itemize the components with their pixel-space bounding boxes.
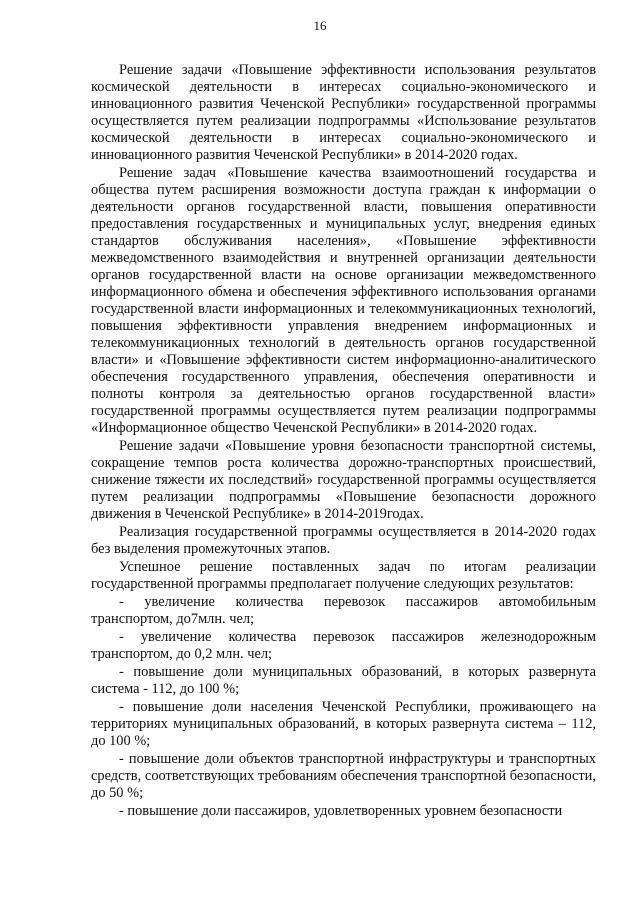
bullet-item: - повышение доли объектов транспортной инфраструктуры и транспортных средств, соответствующих требованиям обеспечения транспортной безопасности, до 50 %;: [91, 751, 596, 801]
page-number: 16: [313, 18, 327, 33]
paragraph: Реализация государственной программы осуществляется в 2014-2020 годах без выделения промежуточных этапов.: [91, 524, 596, 557]
paragraph: Решение задач «Повышение качества взаимоотношений государства и общества путем расширения возможности доступа граждан к информации о деятельности органов государственной власти, повышения оперативности предоставления государственных и муниципальных услуг, внедрения единых стандартов обслуживания населения», «Повышение эффективности межведомственного взаимодействия и внутренней организации деятельности органов государственной власти на основе организации межведомственного информационного обмена и обеспечения эффективного использования органами государственной власти информационных и телекоммуникационных технологий, повышения эффективности управления внедрением информационных и телекоммуникационных технологий в деятельность органов государственной власти» и «Повышение эффективности систем информационно-аналитического обеспечения государственного управления, обеспечения оперативности и полноты контроля за деятельностью органов государственной власти» государственной программы осуществляется путем реализации подпрограммы «Информационное общество Чеченской Республики» в 2014-2020 годах.: [91, 165, 596, 436]
bullet-item: - повышение доли муниципальных образований, в которых развернута система - 112, до 100 %;: [91, 664, 596, 697]
paragraph: Решение задачи «Повышение уровня безопасности транспортной системы, сокращение темпов роста количества дорожно-транспортных происшествий, снижение тяжести их последствий» государственной программы осуществляется путем реализации подпрограммы «Повышение безопасности дорожного движения в Чеченской Республике» в 2014-2019годах.: [91, 438, 596, 522]
paragraph: Успешное решение поставленных задач по итогам реализации государственной программы предполагает получение следующих результатов:: [91, 559, 596, 592]
bullet-item: - повышение доли населения Чеченской Республики, проживающего на территориях муниципальных образований, в которых развернута система – 112, до 100 %;: [91, 699, 596, 749]
bullet-item: - увеличение количества перевозок пассажиров автомобильным транспортом, до7млн. чел;: [91, 594, 596, 627]
document-body: [91, 62, 596, 821]
bullet-item: - повышение доли пассажиров, удовлетворенных уровнем безопасности: [119, 803, 563, 819]
bullet-item: - увеличение количества перевозок пассажиров железнодорожным транспортом, до 0,2 млн. чел;: [91, 629, 596, 662]
paragraph: Решение задачи «Повышение эффективности использования результатов космической деятельности в интересах социально-экономического и инновационного развития Чеченской Республики» государственной программы осуществляется путем реализации подпрограммы «Использование результатов космической деятельности в интересах социально-экономического и инновационного развития Чеченской Республики» в 2014-2020 годах.: [91, 62, 596, 163]
